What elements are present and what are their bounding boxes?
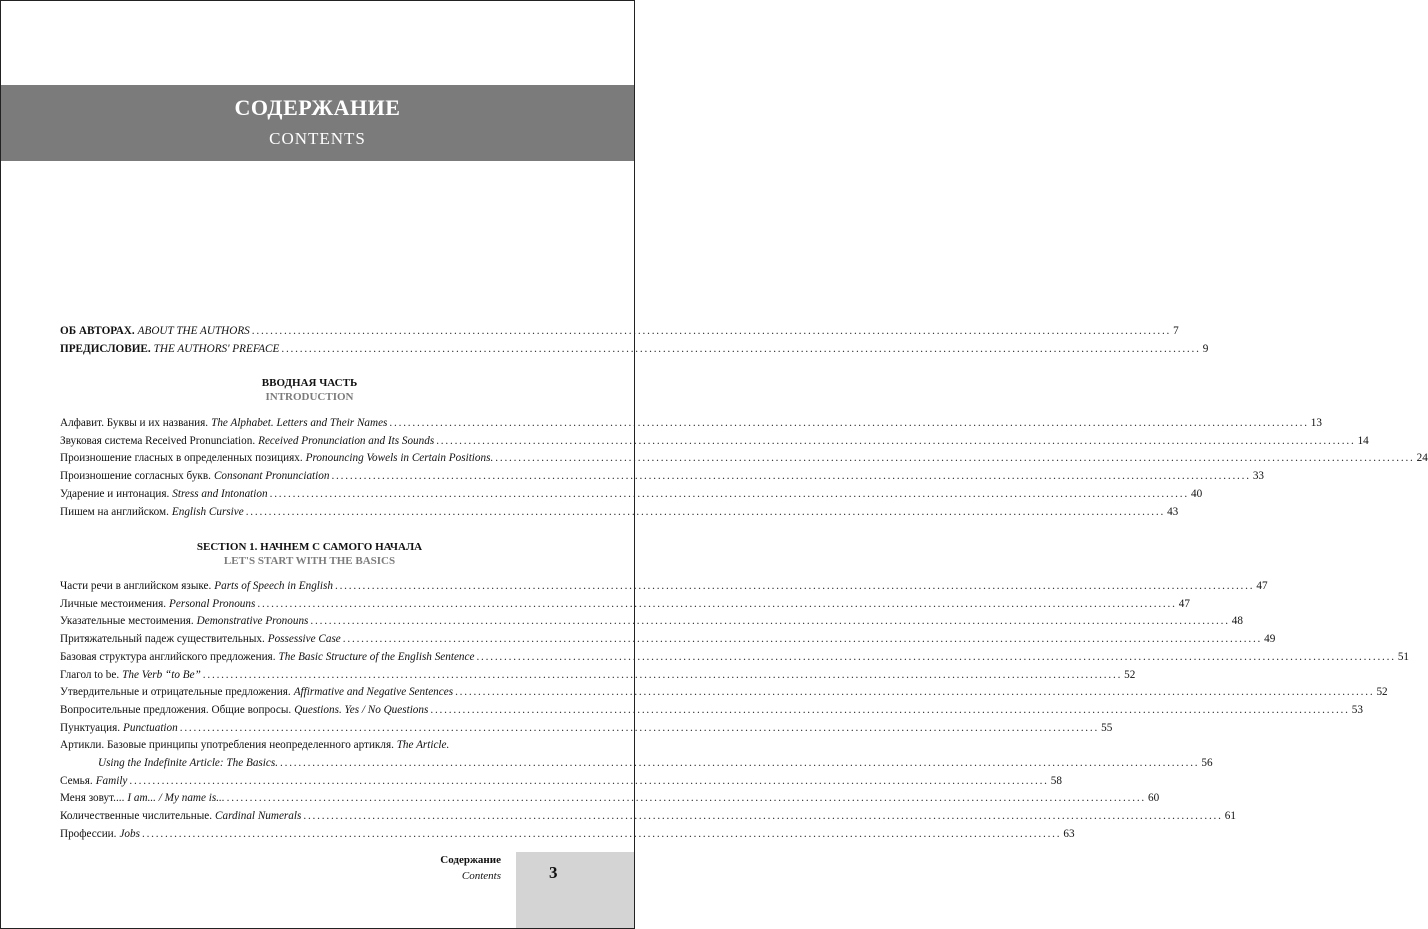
toc-page-number: 51 [1397,650,1410,663]
toc-leader: ........................................................................................................................................................................................................ [269,487,1189,500]
toc-entry-en: Consonant Pronunciation [213,470,330,483]
section-subheading: INTRODUCTION [265,391,354,403]
toc-entry[interactable] [60,613,1243,631]
toc-entry[interactable] [60,649,1410,667]
toc-leader: ........................................................................................................................................................................................................ [310,615,1230,628]
toc-page-number: 61 [1224,810,1236,823]
toc-leader: ........................................................................................................................................................................................................ [129,774,1049,787]
toc-page-number: 7 [1173,325,1179,337]
toc-entry-en: Questions. Yes / No Questions [294,703,429,716]
toc-leader: ........................................................................................................................................................................................................ [245,505,1166,518]
toc-entry[interactable] [60,596,1190,614]
toc-leader: ........................................................................................................................................................................................................ [455,686,1375,699]
toc-entry[interactable] [60,578,1268,596]
toc-entry-ru: Семья. [60,774,93,787]
toc-entry-ru: Глагол to be. [60,668,120,681]
section1-list [60,578,1410,844]
toc-page-number: 52 [1124,668,1136,681]
toc-leader: ........................................................................................................................................................................................................ [226,792,1147,805]
section-subheading: LET'S START WITH THE BASICS [223,555,396,567]
toc-entry-ru: Пишем на английском. [60,505,169,518]
toc-entry-ru: Притяжательный падеж существительных. [60,633,265,646]
toc-leader: ........................................................................................................................................................................................................ [251,325,1172,337]
toc-page-number: 53 [1351,703,1363,716]
toc-entry-ru: Личные местоимения. [60,597,167,610]
toc-page-number: 52 [1376,686,1388,699]
toc-entry[interactable] [60,667,1136,685]
toc-entry-ru: ОБ АВТОРАХ. [60,325,135,337]
toc-leader: ........................................................................................................................................................................................................ [430,703,1350,716]
toc-entry-ru: Части речи в английском языке. [60,580,212,592]
toc-page-number: 47 [1178,597,1190,610]
toc-page-number: 13 [1310,417,1322,429]
toc-leader: ........................................................................................................................................................................................................ [334,580,1255,592]
toc-entry-ru: Алфавит. Буквы и их названия. [60,417,209,429]
toc-entry-ru: Ударение и интонация. [60,487,170,500]
toc-page-number: 58 [1050,774,1062,787]
toc-entry-ru: Утвердительные и отрицательные предложения. [60,686,291,699]
toc-entry[interactable] [60,415,1322,433]
toc-entry-ru: Количественные числительные. [60,810,213,823]
toc-entry[interactable] [60,433,1369,451]
toc-entry-en: Parts of Speech in English [214,580,333,592]
page-number-box [516,852,634,928]
toc-entry-en: ABOUT THE AUTHORS [137,325,250,337]
toc-page-number: 63 [1063,827,1075,840]
toc-leader: ........................................................................................................................................................................................................ [303,810,1223,823]
toc-entry-ru: Звуковая система Received Pronunciation. [60,434,256,447]
toc-entry-ru: Указательные местоимения. [60,615,194,628]
toc-entry-ru: Произношение согласных букв. [60,470,211,483]
toc-entry-en: Stress and Intonation [172,487,268,500]
toc-entry-en: THE AUTHORS' PREFACE [153,342,280,355]
section1-heading [60,540,559,568]
toc-page-number: 33 [1252,470,1265,483]
toc-entry[interactable] [60,826,1075,844]
toc-entry-line2 [60,755,1213,773]
toc-entry[interactable] [60,790,1160,808]
toc-entry-en: Family [95,774,128,787]
intro-list [60,415,1428,521]
toc-entry[interactable] [60,486,1203,504]
toc-entry-en: The Verb “to Be” [122,668,201,681]
footer-label-ru: Содержание [440,854,501,866]
toc-page-number: 43 [1167,505,1179,518]
toc-entry-ru: Базовая структура английского предложения. [60,650,276,663]
toc-page-number: 9 [1202,342,1209,355]
toc-entry-en: I am... / My name is... [127,792,225,805]
toc-page-number: 14 [1357,434,1369,447]
toc-entry-en-cont: Using the Indefinite Article: The Basics. [98,757,279,770]
contents-banner [1,85,634,161]
toc-page-number: 60 [1148,792,1160,805]
toc-entry-line1 [60,737,559,755]
page-number: 3 [549,863,558,882]
intro-heading [60,376,559,404]
toc-page-number: 47 [1256,580,1268,592]
toc-entry-en: Possessive Case [267,633,341,646]
toc-leader: ........................................................................................................................................................................................................ [389,417,1309,429]
front-matter-list [60,323,1209,358]
toc-entry-en: Pronouncing Vowels in Certain Positions. [305,452,494,465]
toc-leader: ........................................................................................................................................................................................................ [202,668,1123,681]
page-subtitle: CONTENTS [269,129,366,148]
toc-entry-en: Punctuation [123,721,178,734]
toc-page-number: 40 [1190,487,1203,500]
toc-leader: ........................................................................................................................................................................................................ [476,650,1396,663]
toc-leader: ........................................................................................................................................................................................................ [495,452,1415,465]
toc-leader: ........................................................................................................................................................................................................ [331,470,1251,483]
toc-leader: ........................................................................................................................................................................................................ [436,434,1356,447]
toc-entry-ru: Профессии. [60,827,117,840]
toc-entry-ru: Артикли. Базовые принципы употребления неопределенного артикля. [60,739,394,752]
toc-page-number: 48 [1231,615,1243,628]
toc-leader: ........................................................................................................................................................................................................ [280,757,1200,770]
toc-entry[interactable] [60,323,1179,341]
toc-page-number: 24 [1416,452,1428,465]
toc-entry-en: Personal Pronouns [169,597,256,610]
toc-leader: ........................................................................................................................................................................................................ [257,597,1177,610]
toc-entry-en: The Alphabet. Letters and Their Names [211,417,388,429]
toc-page-number: 49 [1264,633,1276,646]
page-title: СОДЕРЖАНИЕ [234,95,401,120]
toc-entry-ru: ПРЕДИСЛОВИЕ. [60,342,151,355]
toc-entry-en: Affirmative and Negative Sentences [293,686,454,699]
toc-entry-en: The Basic Structure of the English Sentence [278,650,475,663]
toc-leader: ........................................................................................................................................................................................................ [179,721,1100,734]
toc-entry[interactable] [60,684,1388,702]
toc-entry-en: Jobs [119,827,140,840]
toc-entry-en: Received Pronunciation and Its Sounds [258,434,435,447]
toc-entry-en: English Cursive [171,505,244,518]
toc-entry[interactable] [60,450,1428,468]
toc-leader: ........................................................................................................................................................................................................ [141,827,1062,840]
toc-entry-en: Cardinal Numerals [215,810,302,823]
toc-entry[interactable] [60,702,1363,720]
toc-page-number: 55 [1101,721,1113,734]
toc-leader: ........................................................................................................................................................................................................ [281,342,1201,355]
toc-entry[interactable] [60,720,1113,738]
toc-entry-article[interactable] [60,737,1213,772]
toc-entry[interactable] [60,341,1209,359]
toc-entry[interactable] [60,468,1265,486]
toc-entry-ru: Пунктуация. [60,721,121,734]
toc-entry[interactable] [60,631,1276,649]
toc-entry-ru: Вопросительные предложения. Общие вопросы. [60,703,292,716]
toc-entry-en: Demonstrative Pronouns [196,615,309,628]
section-heading: SECTION 1. НАЧНЕМ С САМОГО НАЧАЛА [196,541,423,553]
footer-label-en: Contents [461,870,501,882]
toc-entry-ru: Меня зовут.... [60,792,125,805]
toc-leader: ........................................................................................................................................................................................................ [342,633,1263,646]
toc-entry[interactable] [60,504,1179,522]
toc-page-number: 56 [1201,757,1213,770]
toc-entry-en: The Article. [396,739,450,752]
section-heading: ВВОДНАЯ ЧАСТЬ [261,377,358,389]
toc-entry-ru: Произношение гласных в определенных позициях. [60,452,303,465]
toc-entry[interactable] [60,773,1062,791]
running-footer [440,852,501,884]
toc-entry[interactable] [60,808,1236,826]
